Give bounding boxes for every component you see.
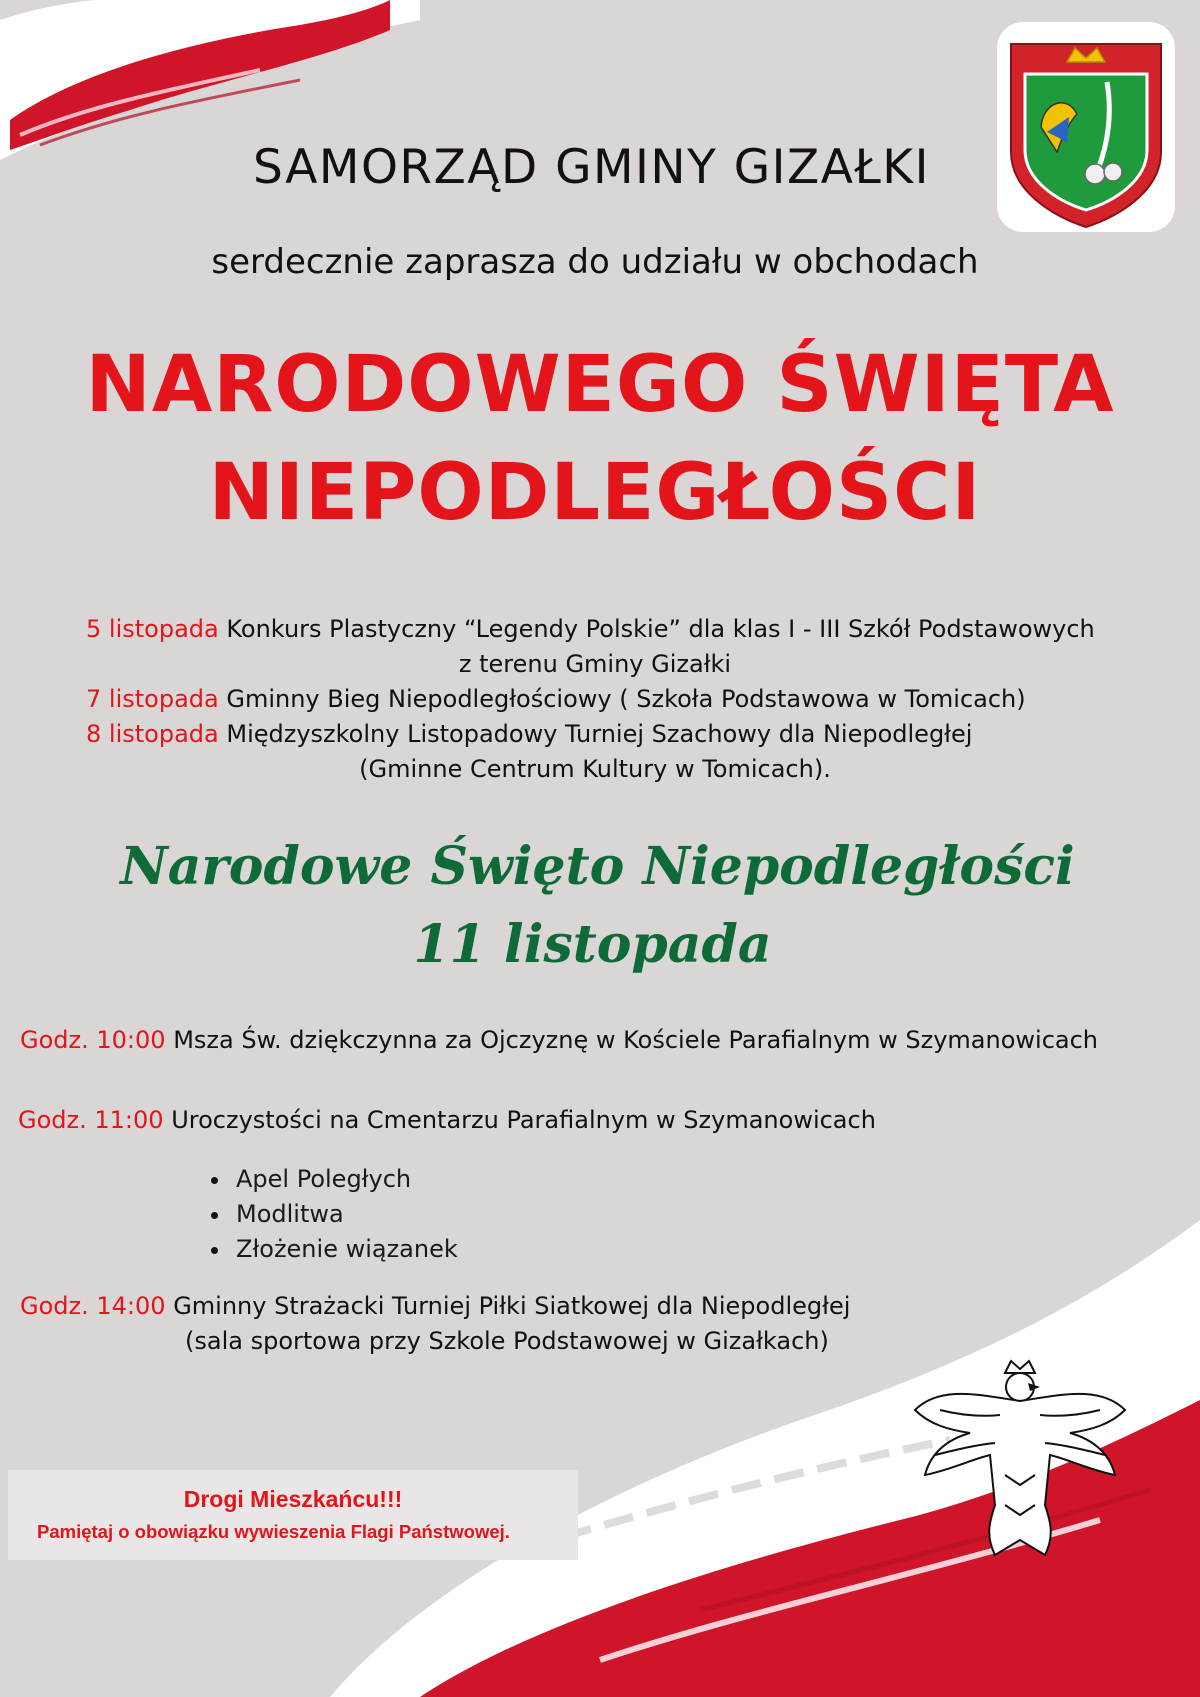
polish-white-eagle-icon: [910, 1355, 1130, 1560]
event-text: Konkurs Plastyczny “Legendy Polskie” dla klas I - III Szkół Podstawowych: [226, 615, 1095, 643]
event-item: [86, 717, 972, 752]
schedule-continuation: (sala sportowa przy Szkole Podstawowej w Gizałkach): [185, 1327, 829, 1355]
invitation-text: serdecznie zaprasza do udziału w obchodach: [211, 242, 979, 282]
schedule-item: [18, 1103, 876, 1138]
schedule-time: Godz. 10:00: [20, 1026, 166, 1054]
schedule-text: Uroczystości na Cmentarzu Parafialnym w Szymanowicach: [171, 1106, 876, 1134]
event-date: 5 listopada: [86, 615, 219, 643]
schedule-item: [20, 1289, 850, 1324]
list-item: Modlitwa: [205, 1197, 458, 1232]
gizalki-coat-of-arms-icon: [997, 22, 1175, 232]
event-item: [86, 612, 1095, 647]
schedule-time: Godz. 14:00: [20, 1292, 166, 1320]
event-text: Międzyszkolny Listopadowy Turniej Szachowy dla Niepodległej: [226, 720, 973, 748]
holiday-date: 11 listopada: [413, 914, 772, 975]
notice-heading: Drogi Mieszkańcu!!!: [183, 1486, 403, 1512]
list-item: Apel Poległych: [205, 1162, 458, 1197]
list-item: Złożenie wiązanek: [205, 1232, 458, 1267]
schedule-time: Godz. 11:00: [18, 1106, 164, 1134]
notice-text: Pamiętaj o obowiązku wywieszenia Flagi Państwowej.: [37, 1521, 510, 1542]
event-date: 7 listopada: [86, 685, 219, 713]
organization-title: SAMORZĄD GMINY GIZAŁKI: [253, 140, 930, 195]
holiday-title: Narodowe Święto Niepodległości: [120, 836, 1075, 897]
event-item: [86, 682, 1026, 717]
schedule-text: Gminny Strażacki Turniej Piłki Siatkowej dla Niepodległej: [173, 1292, 851, 1320]
event-text: Gminny Bieg Niepodległościowy ( Szkoła Podstawowa w Tomicach): [226, 685, 1026, 713]
event-continuation: z terenu Gminy Gizałki: [458, 650, 732, 678]
event-continuation: (Gminne Centrum Kultury w Tomicach).: [359, 755, 831, 783]
main-title-line-1: NARODOWEGO ŚWIĘTA: [85, 340, 1115, 430]
main-title-line-2: NIEPODLEGŁOŚCI: [208, 448, 982, 538]
event-date: 8 listopada: [86, 720, 219, 748]
schedule-text: Msza Św. dziękczynna za Ojczyznę w Kościele Parafialnym w Szymanowicach: [173, 1026, 1099, 1054]
ceremony-list: [205, 1162, 458, 1267]
flag-notice-box: [8, 1470, 578, 1560]
schedule-item: [20, 1023, 1098, 1058]
